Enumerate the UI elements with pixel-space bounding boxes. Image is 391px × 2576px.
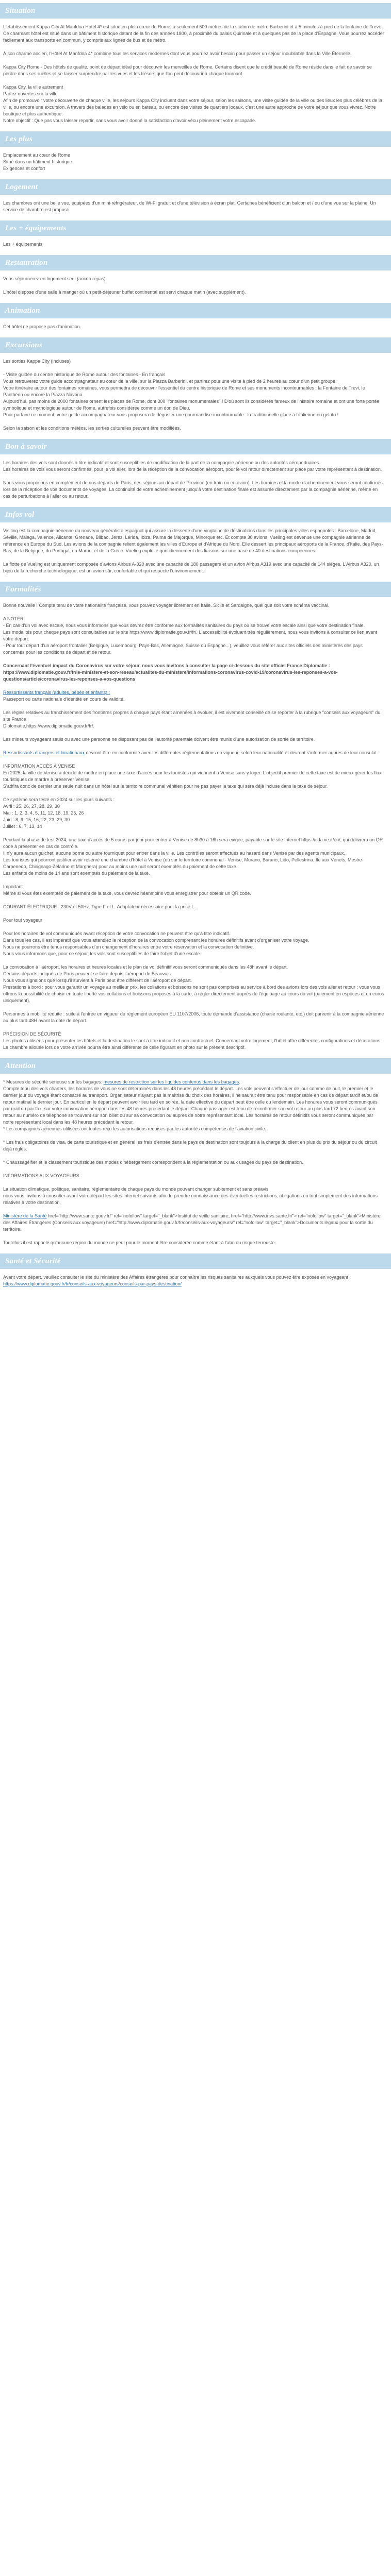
ressortissants-etrangers-link[interactable]: Ressortissants étrangers et binationaux bbox=[3, 750, 85, 755]
attention-paragraph: Toutefois il est rappelé qu'aucune région du monde ne peut pour le moment être considérée comme étant à l'abri du risque terroriste. bbox=[3, 1240, 276, 1245]
section-header-situation bbox=[0, 3, 391, 19]
formalites-paragraph: A NOTER - En cas d'un vol avec escale, nous vous informons que vous devrez être conforme aux formalités sanitaires du pays où se trouve votre escale ainsi que votre destination finale. Les modalités pour chaque pays sont consultables sur le site https://www.diplomatie.gouv.fr/fr/. L'accessibilité évoluant très régulièrement, nous vous invitons à consulter ce lien avant votre départ. - Pour tout départ d'un aéroport frontalier (Belgique, Luxembourg, Pays-Bas, Allemagne, Suisse ou Espagne...), veuillez vous référer aux sites officiels des ministères des pays concernés pour les conditions de départ et de retour. bbox=[3, 616, 377, 655]
section-header-les-plus bbox=[0, 131, 391, 147]
formalites-paragraph: Personnes à mobilité réduite : suite à l'entrée en vigueur du règlement européen EU 1107/2006, toute demande d'assistance (chaise roulante, etc.) doit parvenir à la compagnie aérienne au plus tard 48H avant la date de départ. bbox=[3, 1011, 384, 1023]
section-body-les-plus bbox=[0, 152, 391, 172]
section-body-infos-vol bbox=[0, 528, 391, 574]
section-body-excursions bbox=[0, 358, 391, 432]
formalites-paragraph: Pour tout voyageur bbox=[3, 918, 43, 923]
section-header-excursions bbox=[0, 337, 391, 353]
ministere-sante-link[interactable]: Ministère de la Santé bbox=[3, 1213, 47, 1218]
attention-text: . Compte tenu des vols charters, les horaires de vous ne sont déterminés dans les 48 heures précédant le départ. Les vols peuvent s'effectuer de jour comme de nuit, le premier et le dernier jour du voyage étant consacré au transport. Organisateur n'ayant pas la maîtrise du choix des horaires, il ne saurait être tenu pour responsable en cas de départ tardif et/ou de retour matinal le dernier jour. En particulier, le départ peuvent avoir lieu tard en soirée, la date effective du départ peut être celle du lendemain. Les horaires vous seront communiqués par mail ou par fax, sur votre convocation aéroport dans les 48 heures précédant le départ. Chaque passager est tenu de reconfirmer son vol retour au plus tard 72 heures avant son retour au numéro de téléphone se trouvant sur son billet ou sur sa convocation ou auprès de notre représentant local. Les horaires de retour définitifs vous seront communiqués par notre représentant local dans les 48 heures précédant le retour. * Les compagnies aériennes utilisées ont toutes reçu les autorisations requises par les autorités compétentes de l'aviation civile. bbox=[3, 1079, 379, 1131]
section-body-restauration bbox=[0, 276, 391, 296]
attention-text: * Mesures de sécurité sérieuse sur les bagages: bbox=[3, 1079, 104, 1084]
section-header-infos-vol bbox=[0, 507, 391, 522]
attention-paragraph: INFORMATIONS AUX VOYAGEURS : bbox=[3, 1173, 82, 1178]
section-body-bon-a-savoir bbox=[0, 460, 391, 500]
section-title: Bon à savoir bbox=[5, 442, 47, 451]
section-header-sante bbox=[0, 1253, 391, 1269]
formalites-paragraph bbox=[3, 689, 385, 703]
section-title: Restauration bbox=[5, 258, 48, 267]
attention-paragraph bbox=[3, 1079, 385, 1132]
section-header-animation bbox=[0, 303, 391, 318]
section-title: Les plus bbox=[5, 134, 32, 143]
les-plus-paragraph: Emplacement au cœur de Rome Situé dans un bâtiment historique Exigences et confort bbox=[3, 152, 72, 171]
section-title: Situation bbox=[5, 6, 36, 15]
attention-text: href="http://www.sante.gouv.fr/" rel="nofollow" target="_blank">Institut de veille sanitaire, href="http://www.invs.sante.fr/"> rel="nofollow" target="_blank">Ministère des Affaires Étrangères (Conseils aux voyageurs) href="http://www.diplomatie.gouv.fr/fr/conseils-aux-voyageurs/" rel="nofollow" target="_blank">Documents lègaux pour la sortie du territoire. bbox=[3, 1213, 381, 1232]
formalites-paragraph: Les règles relatives au franchissement des frontières propres à chaque pays étant amenées à évoluer, il est vivement conseillé de se reporter à la rubrique "conseils aux voyageurs" du site France Diplomatie,https://www.diplomatie.gouv.fr/fr/. bbox=[3, 710, 381, 728]
formalites-paragraph: INFORMATION ACCÈS À VENISE En 2025, la ville de Venise a décidé de mettre en place une taxe d'accès pour les touristes qui viennent à Venise sans y loger. L'objectif premier de cette taxe est de mieux gérer les flux touristiques de mardre à préserver Venise. S'adfira donc de dernier une seule nuit dans un hôtel sur le territoire communal vénitien pour ne pas payer la taxe qui sera déjà incluse dans la taxe de séjour. bbox=[3, 764, 382, 789]
sante-paragraph bbox=[3, 1274, 385, 1287]
sante-text: Avant votre départ, veuillez consulter le site du ministère des Affaires étrangères pour connaître les risques sanitaires auxquels vous pouvez être exposés en voyageant : bbox=[3, 1275, 351, 1280]
section-title: Logement bbox=[5, 182, 38, 191]
situation-paragraph: À son charme ancien, l'Hôtel At Manfdoa 4* combine tous les services modernes dont vous pourriez avoir besoin pour passer un séjour inoubliable dans la Ville Éternelle. bbox=[3, 51, 352, 56]
ressortissants-francais-text: Passeport ou carte nationale d'identité en cours de validité. bbox=[3, 697, 125, 702]
trip-details-page bbox=[0, 3, 391, 1287]
situation-paragraph: L'établissement Kappa City At Manfdoa Hotel 4* est situé en plein cœur de Rome, à seulement 500 mètres de la station de métro Barberini et à 5 minutes à pied de la fontaine de Trevi. Ce charmant hôtel est situé dans un bâtiment historique datant de la fin des années 1800, à proximité du palais Quirinale et à quelques pas de la place d'Espagne. Vous pourrez accéder facilement aux transports en commun, y compris aux lignes de bus et de métro. bbox=[3, 24, 384, 43]
section-title: Formalités bbox=[5, 585, 41, 594]
formalites-paragraph: Bonne nouvelle ! Compte tenu de votre nationalité française, vous pouvez voyager librement en Italie. Sicile et Sardaigne, quel que soit votre schéma vaccinal. bbox=[3, 603, 330, 608]
formalites-paragraph: Les mineurs voyageant seuls ou avec une personne ne disposant pas de l'autorité parentale doivent être munis d'une autorisation de sortie de territoire. bbox=[3, 737, 315, 742]
bon-a-savoir-paragraph: Nous vous proposons en complément de nos départs de Paris, des séjours au départ de Province (en train ou en avion). Les horaires et la mode d'acheminement vous seront confirmés lors de la réception de vos documents de voyages. La continuité de votre acheminement jusqu'à votre destination finale est assurée directement par la compagnie aérienne, même en cas de perturbations à l'aller ou au retour. bbox=[3, 480, 383, 499]
section-header-formalites bbox=[0, 582, 391, 597]
section-title: Les + équipements bbox=[5, 224, 67, 232]
situation-paragraph: Kappa City, la ville autrement Partez ouvertes sur la ville Afin de promouvoir votre découverte de chaque ville, les séjours Kappa City incluent dans votre séjour, selon les saisons, une visite guidée de la ville ou des lieux les plus célèbres de la ville, ou encore une excursion. A travers des balades en vélo ou en bateau, ou encore des visites de quartiers locaux, c'est une autre approche de votre séjour que vous vivrez. Notre boutique et plus authentique. Notre objectif : Que pas vous laisser repartir, sans vous avoir donné la satisfaction d'avoir vécu pleinement votre escapade. bbox=[3, 84, 382, 123]
situation-paragraph: Kappa City Rome - Des hôtels de qualité, point de départ idéal pour découvrir les merveilles de Rome. Certains disent que le crédit beauté de Rome réside dans le fait de savoir se perdre dans ses ruelles et se laisser surprendre par les vues et les trésors que l'on peut découvrir à chaque tournant. bbox=[3, 64, 372, 76]
attention-paragraph: La situation climatique, politique, sanitaire, réglementaire de chaque pays du monde pouvant changer subitement et sans préavis nous vous invitons à consulter avant votre départ les sites Internet suivants afin de prendre connaissance des éventuelles restrictions, obligations ou tout simplement des informations relatives à votre destination. bbox=[3, 1187, 378, 1205]
section-title: Excursions bbox=[5, 341, 43, 349]
infos-vol-paragraph: Visiting est la compagnie aérienne du nouveau généraliste espagnol qui assure la desserte d'une vingtaine de destinations dans les principales villes espagnoles : Barcelone, Madrid, Séville, Malaga, Valence, Alicante, Grenade, Bilbao, Jerez, Lérida, Ibiza, Palma de Majorque, Minorque etc. Et compte 30 avions. Vueling est devenue une compagnie aérienne de référence en Europe du Sud. Les avions de la compagnie relient également les villes d'Europe et d'Afrique du Nord. Elle dessert les principaux aéroports de la France, d'Italie, des Pays-Bas, de la Belgique, du Portugal, du Maroc, et de la Grèce. Vueling exploite quotidiennement des liaisons sur une base de 40 destinations européennes. bbox=[3, 528, 383, 553]
excursions-paragraph: Les sorties Kappa City (incluses) - Visite guidée du centre historique de Rome autour des fontaines - En français Vous retrouverez votre guide accompagnateur au cœur de la ville, sur la Piazza Barberini, et partirez pour une visite à pied de 2 heures au cœur d'un petit groupe. Votre itinéraire autour des fontaines romaines, vous permettra de découvrir l'essentiel du centre historique de Rome et ses monuments incontournables : la Fontaine de Trevi, le Panthéon ou encore la Piazza Navona. Aujourd'hui, pas moins de 2000 fontaines ornent les places de Rome, dont 300 "fontaines monumentales" ! D'où sont ils considérés fameux de l'histoire romaine et ont une forte portée symbolique et mythologique autour de Rome, autrefois considérée comme un don de Dieu. Pour parfaire ce moment, votre guide accompagnateur vous proposera de déguster une gourmandise incontournable : la traditionnelle glace à l'italienne ou gelato ! bbox=[3, 359, 380, 417]
formalites-paragraph: Important Même si vous êtes exemptés de paiement de la taxe, vous devrez néanmoins vous enregistrer pour obtenir un QR code. bbox=[3, 884, 251, 896]
logement-paragraph: Les chambres ont une belle vue, équipées d'un mini-réfrigérateur, de Wi-Fi gratuit et d'une télévision à écran plat. Certaines bénéficient d'un balcon et / ou d'une vue sur la plaine. Un service de chambre est proposé. bbox=[3, 200, 376, 212]
bon-a-savoir-paragraph: Les horaires des vols sont donnés à titre indicatif et sont susceptibles de modification de la part de la compagnie aérienne ou des autorités aéroportuaires. Les horaires de vols vous seront confirmés, pour le vol aller, lors de la réception de la convocation aéroport, pour le vol retour directement sur place par votre représentant à destination. bbox=[3, 460, 382, 472]
formalites-paragraph: Pendant la phase de test 2024, une taxe d'accès de 5 euros par jour pour entrer à Venise de 8h30 à 16h sera exigée, payable sur le site Internet https://cda.ve.it/en/, qui délivrera un QR code à présenter en cas de contrôle. Il n'y aura aucun guichet, aucune borne ou autre tourniquet pour entrer dans la ville. Les contrôles seront effectués au hasard dans Venise par des agents municipaux. Les touristes qui pourront justifier avoir réservé une chambre d'hôtel à Venise (ou sur le territoire communal - Venise, Murano, Burano, Lido, Pellestrina, Ile aux Vénets, Mestre-Carpenedo, Chirignago-Zelarino et Marghera) pour au moins une nuit seront exemptés du paiement de cette taxe. Les enfants de moins de 14 ans sont exemptés du paiement de la taxe. bbox=[3, 837, 383, 876]
section-header-attention bbox=[0, 1058, 391, 1074]
section-header-les-plus-equipements bbox=[0, 221, 391, 236]
section-title: Animation bbox=[5, 306, 40, 315]
section-header-bon-a-savoir bbox=[0, 439, 391, 454]
coronavirus-notice: Concernant l'éventuel impact du Coronavirus sur votre séjour, nous vous invitons à consulter la page ci-dessous du site officiel France Diplomatie : https://www.diplomatie.gouv.fr/fr/le-ministere-et-son-reseau/actualites-du-ministere/informations-coronavirus-covid-19/coronavirus-les-reponses-a-vos-questions/article/coronavirus-les-reponses-a-vos-questions bbox=[3, 663, 338, 682]
formalites-paragraph: PRÉCISION DE SÉCURITÉ Les photos utilisées pour présenter les hôtels et la destination le sont à titre indicatif et non contractuel. Concernant votre logement, l'hôtel offre différentes configurations et décorations. La chambre allouée lors de votre arrivée pourra être ainsi différente de celle figurant en photo sur le présent descriptif. bbox=[3, 1031, 382, 1050]
section-header-logement bbox=[0, 179, 391, 195]
section-title: Santé et Sécurité bbox=[5, 1257, 61, 1265]
section-title: Attention bbox=[5, 1061, 36, 1070]
les-plus-equipements-paragraph: Les + équipements bbox=[3, 242, 43, 247]
section-body-sante bbox=[0, 1274, 391, 1287]
attention-paragraph bbox=[3, 1213, 385, 1233]
ressortissants-francais-link[interactable]: Ressortissants français (adultes, bébés et enfants) : bbox=[3, 690, 110, 695]
infos-vol-paragraph: La flotte de Vueling est uniquement composée d'avions Airbus A-320 avec une capacité de 180 passagers et un avion Airbus A319 avec une capacité de 144 sièges. L'Airbus A320, un bijou de la recherche technologique, est un avion sûr, confortable et qui respecte l'environnement. bbox=[3, 562, 379, 573]
section-body-situation bbox=[0, 24, 391, 124]
formalites-paragraph bbox=[3, 750, 385, 756]
section-body-attention bbox=[0, 1079, 391, 1246]
section-header-restauration bbox=[0, 255, 391, 270]
section-title: Infos vol bbox=[5, 510, 35, 519]
formalites-paragraph: Ce système sera testé en 2024 sur les jours suivants : Avril : 25, 26, 27, 28, 29, 30 Mai : 1, 2, 3, 4, 5, 11, 12, 18, 19, 25, 26 Juin : 8, 9, 15, 16, 22, 23, 29, 30 Juillet : 6, 7, 13, 14 bbox=[3, 797, 115, 829]
attention-paragraph: * Les frais obligatoires de visa, de carte touristique et en général les frais d'entrée dans le pays de destination sont toujours à la charge du client en plus du prix du séjour ou du circuit déjà réglés. bbox=[3, 1140, 377, 1151]
generic-sections bbox=[0, 3, 391, 574]
formalites-paragraph: La convocation à l'aéroport, les horaires et heures locales et le plan de vol définitif vous seront communiqués dans les 48h avant le départ. Certains départs indiqués de Paris peuvent se faire depuis l'aéroport de Beauvais. Nous vous signalons que lorsqu'il survient à Paris peut être différent de l'aéroport de départ. Prestations à bord : pour vous garantir un voyage au meilleur prix, les collations et boissons ne sont pas comprises au service à bord des avions lors des vols aller et retour ; vous vous offrons la possibilité de choisir en toute liberté vos collations et boissons proposés à la carte, à régler directement auprès de l'équipage au cours du vol (paiement en espèces et en euros uniquement). bbox=[3, 964, 384, 1003]
section-body-formalites bbox=[0, 602, 391, 1051]
formalites-paragraph: COURANT ÉLECTRIQUE : 230V et 50Hz. Type F et L. Adaptateur nécessaire pour la prise L. bbox=[3, 904, 196, 909]
ressortissants-etrangers-text: devront être en conformité avec les différentes réglementations en vigueur, selon leur nationalité et devront s'informer auprès de leur consulat. bbox=[85, 750, 378, 755]
excursions-paragraph: Selon la saison et les conditions météos, les sorties culturelles peuvent être modifiées. bbox=[3, 426, 181, 431]
restauration-paragraph: Vous séjournerez en logement seul (aucun repas). bbox=[3, 276, 107, 281]
animation-paragraph: Cet hôtel ne propose pas d'animation. bbox=[3, 324, 82, 329]
attention-paragraph: * Chaussagéifier et le classement touristique des modes d'hébergement correspondent à la réglementation ou aux usages du pays de destination. bbox=[3, 1160, 303, 1165]
section-body-les-plus-equipements bbox=[0, 241, 391, 248]
diplomatie-link[interactable]: https://www.diplomatie.gouv.fr/fr/conseils-aux-voyageurs/conseils-par-pays-destination/ bbox=[3, 1281, 182, 1286]
liquids-restriction-link[interactable]: mesures de restriction sur les liquides contenus dans les bagages bbox=[103, 1079, 239, 1084]
section-body-animation bbox=[0, 324, 391, 330]
restauration-paragraph: L'hôtel dispose d'une salle à manger où un petit-déjeuner buffet continental est servi chaque matin (avec supplément). bbox=[3, 290, 246, 295]
section-body-logement bbox=[0, 200, 391, 213]
formalites-paragraph: Pour les horaires de vol communiqués avant réception de votre convocation ne peuvent être qu'à titre indicatif. Dans tous les cas, il est impératif que vous attendiez la réception de la convocation comprenant les horaires définitifs avant d'organiser votre voyage. Nous ne pourrons être tenus responsables d'un changement d'horaires entre votre réservation et la convocation définitive. Nous vous informons que, pour ce séjour, les vols sont susceptibles de faire l'objet d'une escale. bbox=[3, 931, 309, 956]
